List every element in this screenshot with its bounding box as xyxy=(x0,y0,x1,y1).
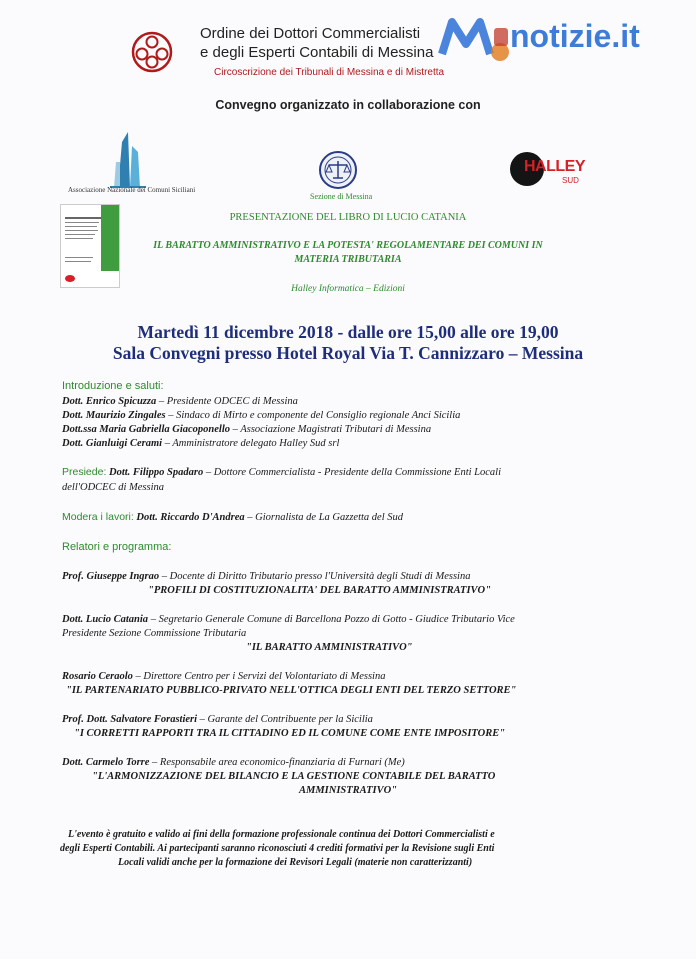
modera-label: Modera i lavori: xyxy=(62,511,134,523)
footer-note-line2: degli Esperti Contabili. Ai partecipanti saranno riconosciuti 4 crediti formativi per la Revisione sugli Enti xyxy=(60,843,495,854)
speaker-line xyxy=(62,670,385,683)
presiede-line xyxy=(62,466,501,479)
footer-note-line3: Locali validi anche per la formazione dei Revisori Legali (materie non caratterizzanti) xyxy=(118,857,473,868)
org-title-line2: e degli Esperti Contabili di Messina xyxy=(200,44,434,61)
presiede-label: Presiede: xyxy=(62,466,107,478)
relatori-heading: Relatori e programma: xyxy=(62,541,172,553)
watermark-text: notizie.it xyxy=(510,18,640,54)
speaker-role: – Segretario Generale Comune di Barcellona Pozzo di Gotto - Giudice Tributario Vice xyxy=(148,614,515,625)
speaker-talk-title: "I CORRETTI RAPPORTI TRA IL CITTADINO ED IL COMUNE COME ENTE IMPOSITORE" xyxy=(74,728,506,739)
book-presentation-line: PRESENTAZIONE DEL LIBRO DI LUCIO CATANIA xyxy=(229,212,467,223)
speaker-name: Dott. Carmelo Torre xyxy=(62,757,150,768)
modera-name: Dott. Riccardo D'Andrea xyxy=(136,512,245,523)
speaker-talk-title: "L'ARMONIZZAZIONE DEL BILANCIO E LA GESTIONE CONTABILE DEL BARATTO xyxy=(92,771,496,782)
anci-skyscraper-logo xyxy=(110,132,146,188)
speaker-name: Prof. Giuseppe Ingrao xyxy=(62,571,160,582)
halley-logo-text: HALLEY xyxy=(524,158,585,175)
intro-item xyxy=(62,423,431,436)
intro-item xyxy=(62,437,339,450)
halley-logo xyxy=(510,152,586,188)
speaker-line xyxy=(62,756,405,769)
speaker-role-continued: Presidente Sezione Commissione Tributaria xyxy=(62,628,247,639)
speaker-role: – Garante del Contribuente per la Sicilia xyxy=(197,714,373,725)
speaker-name: Dott. Lucio Catania xyxy=(62,614,149,625)
presiede-role-continued: dell'ODCEC di Messina xyxy=(62,482,164,493)
intro-speaker-role: – Associazione Magistrati Tributari di Messina xyxy=(230,424,432,435)
halley-logo-sub: SUD xyxy=(562,176,579,185)
book-title-line2: MATERIA TRIBUTARIA xyxy=(294,254,402,265)
presiede-role: – Dottore Commercialista - Presidente della Commissione Enti Locali xyxy=(203,467,501,478)
intro-speaker-name: Dott. Enrico Spicuzza xyxy=(62,396,157,407)
footer-note-line1: L'evento è gratuito e valido ai fini della formazione professionale continua dei Dottori Commercialisti e xyxy=(68,829,495,840)
event-date: Martedì 11 dicembre 2018 - dalle ore 15,00 alle ore 19,00 xyxy=(137,322,559,342)
intro-speaker-name: Dott. Gianluigi Cerami xyxy=(62,438,163,449)
intro-speaker-name: Dott. Maurizio Zingales xyxy=(62,410,166,421)
org-title-line1: Ordine dei Dottori Commercialisti xyxy=(200,25,421,42)
speaker-role: – Docente di Diritto Tributario presso l'Università degli Studi di Messina xyxy=(159,571,471,582)
odcec-logo xyxy=(130,30,174,74)
speaker-role: – Direttore Centro per i Servizi del Volontariato di Messina xyxy=(132,671,386,682)
speaker-talk-title: "PROFILI DI COSTITUZIONALITA' DEL BARATTO AMMINISTRATIVO" xyxy=(148,585,491,596)
collaboration-line: Convegno organizzato in collaborazione con xyxy=(215,98,481,112)
speaker-line xyxy=(62,570,470,583)
intro-speaker-role: – Presidente ODCEC di Messina xyxy=(156,396,298,407)
org-subtitle: Circoscrizione dei Tribunali di Messina e di Mistretta xyxy=(214,67,445,78)
speaker-talk-title: "IL BARATTO AMMINISTRATIVO" xyxy=(246,642,413,653)
speaker-line xyxy=(62,713,373,726)
intro-speaker-name: Dott.ssa Maria Gabriella Giacoponello xyxy=(62,424,231,435)
speaker-name: Rosario Ceraolo xyxy=(62,671,133,682)
intro-item xyxy=(62,409,460,422)
presiede-name: Dott. Filippo Spadaro xyxy=(108,467,204,478)
intro-speaker-role: – Amministratore delegato Halley Sud srl xyxy=(162,438,340,449)
speaker-line xyxy=(62,613,515,626)
speaker-talk-title: "IL PARTENARIATO PUBBLICO-PRIVATO NELL'OTTICA DEGLI ENTI DEL TERZO SETTORE" xyxy=(66,685,517,696)
speaker-name: Prof. Dott. Salvatore Forastieri xyxy=(62,714,198,725)
sezione-caption: Sezione di Messina xyxy=(310,192,373,201)
intro-speaker-role: – Sindaco di Mirto e componente del Consiglio regionale Anci Sicilia xyxy=(165,410,461,421)
event-venue: Sala Convegni presso Hotel Royal Via T. Cannizzaro – Messina xyxy=(112,343,584,363)
intro-item xyxy=(62,395,298,408)
anci-caption: Associazione Nazionale dei Comuni Siciliani xyxy=(68,186,196,194)
modera-line xyxy=(62,511,403,524)
book-title-line1: IL BARATTO AMMINISTRATIVO E LA POTESTA' REGOLAMENTARE DEI COMUNI IN xyxy=(153,240,543,251)
watermark-m-icon xyxy=(438,14,514,70)
intro-heading: Introduzione e saluti: xyxy=(62,380,164,392)
speaker-role: – Responsabile area economico-finanziaria di Furnari (Me) xyxy=(149,757,405,768)
magistrati-seal-icon xyxy=(318,150,358,190)
book-publisher: Halley Informatica – Edizioni xyxy=(291,284,405,294)
speaker-talk-title-continued: AMMINISTRATIVO" xyxy=(298,785,398,796)
modera-role: – Giornalista de La Gazzetta del Sud xyxy=(244,512,404,523)
